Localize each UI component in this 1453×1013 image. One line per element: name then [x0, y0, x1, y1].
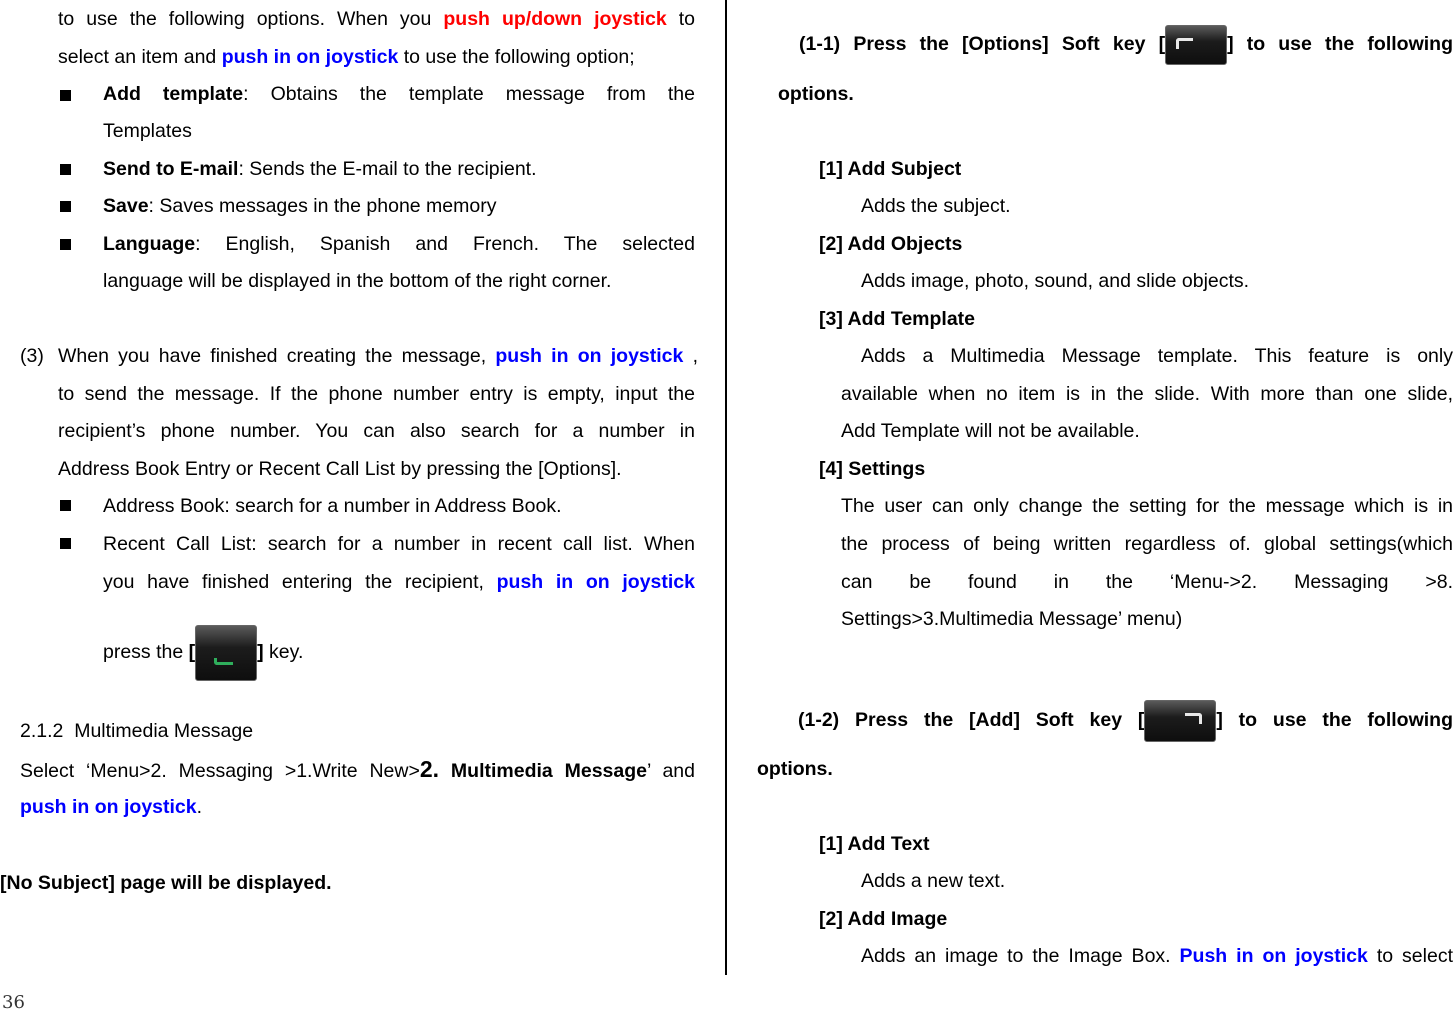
select-menu-line: Select ‘Menu>2. Messaging >1.Write New>2. Multimedia Message’ and [20, 756, 695, 782]
item-add-objects-title: [2] Add Objects [819, 233, 963, 255]
item-add-image-title: [2] Add Image [819, 908, 948, 930]
square-bullet-icon [60, 239, 71, 250]
item-add-image-desc: Adds an image to the Image Box. Push in on joystick to select [861, 945, 1453, 967]
section-heading [20, 719, 253, 743]
add-softkey-line: (1-2) Press the [Add] Soft key [ ] to use the following [798, 690, 1453, 750]
item-settings-title: [4] Settings [819, 458, 926, 480]
options-softkey-line-2: options. [778, 83, 854, 105]
square-bullet-icon [60, 500, 71, 511]
item-settings-l2: the process of being written regardless of. global settings(which [841, 533, 1453, 555]
step-3-number: (3) [20, 345, 44, 367]
sub-recent-call-list-2: you have finished entering the recipient, push in on joystick [103, 571, 695, 593]
sub-recent-call-list-3: press the [ ] key. [103, 622, 303, 682]
item-add-template-l3: Add Template will not be available. [841, 420, 1140, 442]
item-add-subject-title: [1] Add Subject [819, 158, 962, 180]
item-add-text-title: [1] Add Text [819, 833, 930, 855]
sub-recent-call-list: Recent Call List: search for a number in recent call list. When [103, 533, 695, 555]
select-menu-line-2: push in on joystick. [20, 796, 203, 818]
item-add-subject-desc: Adds the subject. [861, 195, 1011, 217]
item-settings-l4: Settings>3.Multimedia Message’ menu) [841, 608, 1183, 630]
step-3-line-1: When you have finished creating the message, push in on joystick , [58, 345, 698, 367]
send-key-icon [195, 625, 257, 681]
section-number: 2.1.2 [20, 720, 64, 742]
square-bullet-icon [60, 164, 71, 175]
option-save: Save: Saves messages in the phone memory [103, 195, 497, 217]
option-send-to-email: Send to E-mail: Sends the E-mail to the recipient. [103, 158, 537, 180]
option-language: Language: English, Spanish and French. The selected [103, 233, 695, 255]
step-3-line-4: Address Book Entry or Recent Call List by pressing the [Options]. [58, 458, 622, 480]
right-soft-key-icon [1144, 700, 1216, 742]
item-add-template-l1: Adds a Multimedia Message template. This feature is only [861, 345, 1453, 367]
item-add-template-l2: available when no item is in the slide. With more than one slide, [841, 383, 1453, 405]
sub-address-book: Address Book: search for a number in Address Book. [103, 495, 562, 517]
item-add-objects-desc: Adds image, photo, sound, and slide objects. [861, 270, 1250, 292]
intro-line-2: select an item and push in on joystick to use the following option; [58, 46, 635, 68]
section-title: Multimedia Message [74, 720, 254, 742]
option-add-template-cont: Templates [103, 120, 192, 142]
item-settings-l3: can be found in the ‘Menu->2. Messaging >8. [841, 571, 1453, 593]
no-subject-note: [No Subject] page will be displayed. [0, 872, 332, 894]
add-softkey-line-2: options. [757, 758, 833, 780]
step-3-line-2: to send the message. If the phone number entry is empty, input the [58, 383, 695, 405]
step-3-line-3: recipient’s phone number. You can also search for a number in [58, 420, 695, 442]
square-bullet-icon [60, 201, 71, 212]
column-divider [725, 0, 727, 975]
push-updown-joystick-text: push up/down joystick [443, 8, 667, 30]
left-soft-key-icon [1165, 25, 1227, 65]
square-bullet-icon [60, 538, 71, 549]
item-add-template-title: [3] Add Template [819, 308, 976, 330]
options-softkey-line: (1-1) Press the [Options] Soft key [ ] to use the following [799, 14, 1453, 74]
item-add-text-desc: Adds a new text. [861, 870, 1006, 892]
item-settings-l1: The user can only change the setting for the message which is in [841, 495, 1453, 517]
option-language-cont: language will be displayed in the bottom of the right corner. [103, 270, 612, 292]
intro-line-1: to use the following options. When you push up/down joystick to [58, 8, 695, 30]
square-bullet-icon [60, 90, 71, 101]
page-number: 36 [2, 992, 25, 1013]
option-add-template: Add template: Obtains the template message from the [103, 83, 695, 105]
